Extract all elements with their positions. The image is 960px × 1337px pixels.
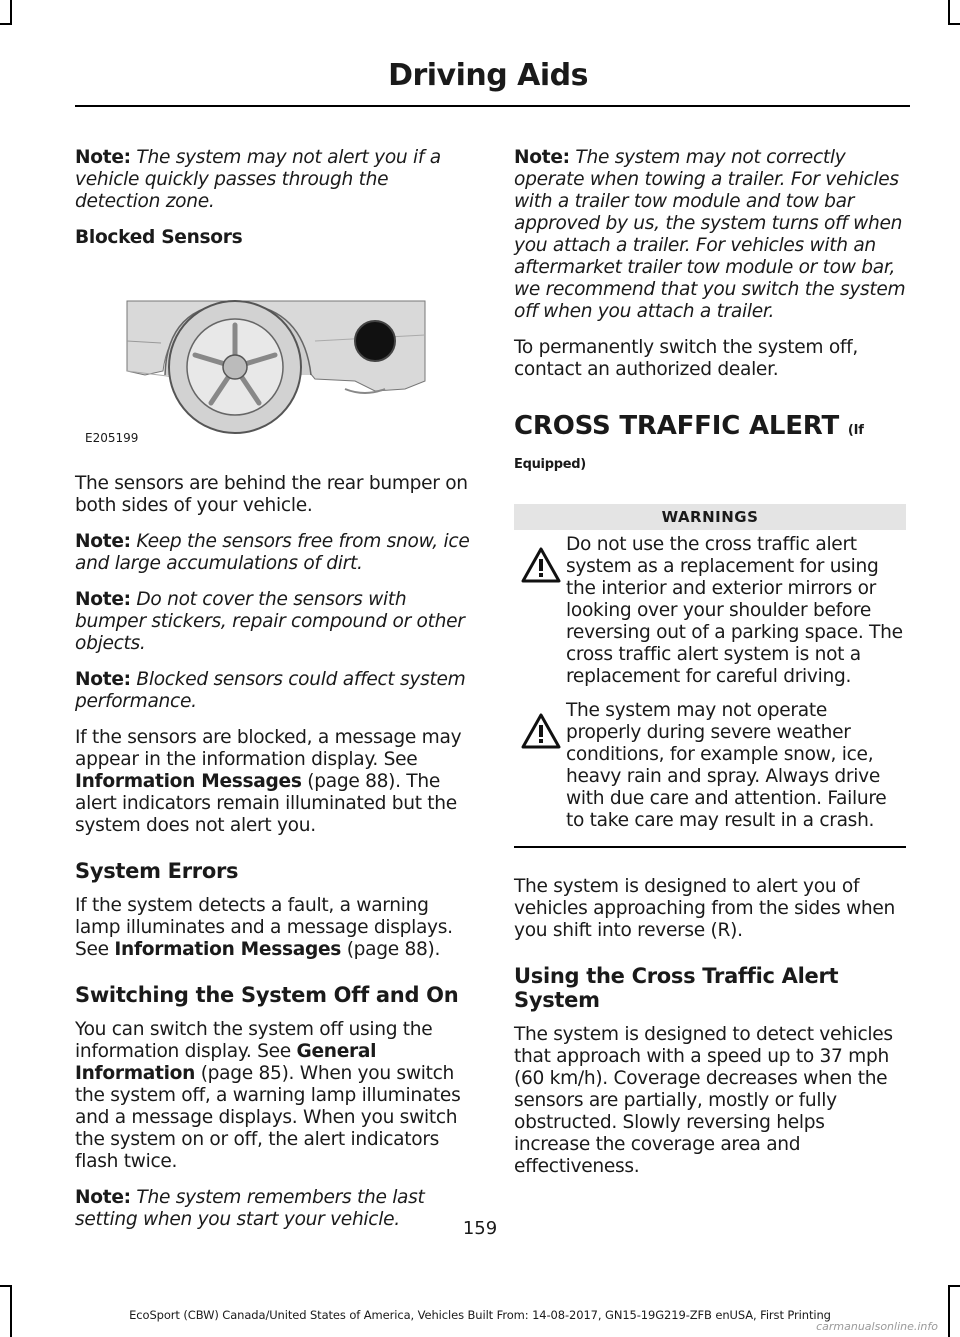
left-column	[75, 147, 475, 1245]
section-title: CROSS TRAFFIC ALERT	[514, 411, 839, 441]
note-text: The system may not alert you if a vehicle quickly passes through the detection zone.	[75, 147, 441, 212]
note-text: Do not cover the sensors with bumper stickers, repair compound or other objects.	[75, 589, 465, 654]
text-span: If the sensors are blocked, a message may appear in the information display. See	[75, 727, 462, 770]
text-span: (page 88). The alert indicators remain illuminated but the system does not alert you.	[75, 771, 457, 836]
blocked-sensors-paragraph	[75, 727, 475, 837]
rear-bumper-illustration	[75, 271, 475, 451]
warnings-end-rule	[514, 846, 906, 848]
crop-mark-top-right-h	[948, 23, 960, 25]
header-rule	[75, 105, 910, 107]
watermark: carmanualsonline.info	[816, 1320, 938, 1333]
cross-traffic-alert-heading	[514, 411, 906, 446]
note-label: Note:	[75, 589, 131, 610]
chapter-title: Driving Aids	[388, 58, 588, 93]
permanent-switch-off-paragraph: To permanently switch the system off, contact an authorized dealer.	[514, 337, 859, 380]
note-do-not-cover	[75, 589, 475, 655]
bumper-sensor-figure	[75, 271, 475, 451]
note-text: The system remembers the last setting when you start your vehicle.	[75, 1187, 425, 1230]
page-number: 159	[462, 1218, 498, 1239]
warnings-header: WARNINGS	[514, 504, 906, 530]
note-label: Note:	[514, 147, 570, 168]
note-towing-trailer	[514, 147, 906, 323]
crop-mark-top-left-h	[0, 23, 12, 25]
using-paragraph: The system is designed to detect vehicles that approach with a speed up to 37 mph (60 km/h). Coverage decreases when the sensors are partially, mostly or fully obstructed. Slowly reversing helps increase the coverage area and effectiveness.	[514, 1024, 893, 1177]
crop-mark-top-right-v	[948, 0, 950, 25]
warning-item	[514, 534, 906, 688]
note-label: Note:	[75, 1187, 131, 1208]
blocked-sensors-heading: Blocked Sensors	[75, 227, 243, 248]
sensors-location-paragraph: The sensors are behind the rear bumper on both sides of your vehicle.	[75, 473, 468, 516]
information-messages-link[interactable]: Information Messages	[114, 939, 342, 960]
note-detection-zone	[75, 147, 475, 213]
note-blocked-performance	[75, 669, 475, 713]
text-span: If the system detects a fault, a warning lamp illuminates and a message displays. See	[75, 895, 453, 960]
warning-text: The system may not operate properly during severe weather conditions, for example snow, ice, heavy rain and spray. Always drive with due care and attention. Failure to take care may result in a crash.	[566, 700, 887, 831]
note-label: Note:	[75, 147, 131, 168]
right-column	[514, 147, 906, 1192]
warning-triangle-icon	[520, 712, 562, 750]
warning-item	[514, 700, 906, 832]
warning-text: Do not use the cross traffic alert system as a replacement for using the interior and exterior mirrors or looking over your shoulder before reversing out of a parking space. The cross traffic alert system is not a replacement for careful driving.	[566, 534, 903, 687]
switching-paragraph	[75, 1019, 475, 1173]
warning-triangle-icon	[520, 546, 562, 584]
note-text: The system may not correctly operate when towing a trailer. For vehicles with a trailer tow module and tow bar approved by us, the system turns off when you attach a trailer. For vehicles with an aftermarket trailer tow module or tow bar, we recommend that you switch the system off when you attach a trailer.	[514, 147, 906, 322]
text-span: (page 85). When you switch the system off, a warning lamp illuminates and a message displays. When you switch the system on or off, the alert indicators flash twice.	[75, 1063, 461, 1172]
text-span: You can switch the system off using the information display. See	[75, 1019, 433, 1062]
crop-mark-bottom-left-h	[0, 1285, 12, 1287]
crop-mark-top-left-v	[10, 0, 12, 25]
design-paragraph: The system is designed to alert you of vehicles approaching from the sides when you shift into reverse (R).	[514, 876, 896, 941]
note-keep-free	[75, 531, 475, 575]
note-label: Note:	[75, 531, 131, 552]
figure-code: E205199	[85, 431, 139, 445]
equipped-suffix: Equipped)	[514, 457, 586, 472]
note-label: Note:	[75, 669, 131, 690]
crop-mark-bottom-right-h	[948, 1285, 960, 1287]
note-text: Keep the sensors free from snow, ice and large accumulations of dirt.	[75, 531, 470, 574]
if-equipped-prefix: (If	[847, 423, 864, 438]
system-errors-heading: System Errors	[75, 859, 239, 883]
footer-text: EcoSport (CBW) Canada/United States of America, Vehicles Built From: 14-08-2017, GN15-19G219-ZFB enUSA, First Printing	[129, 1308, 831, 1322]
general-information-link[interactable]: General Information	[75, 1041, 377, 1084]
using-cross-traffic-heading: Using the Cross Traffic Alert System	[514, 964, 839, 1012]
switching-heading: Switching the System Off and On	[75, 983, 459, 1007]
note-text: Blocked sensors could affect system performance.	[75, 669, 466, 712]
system-errors-paragraph	[75, 895, 475, 961]
information-messages-link[interactable]: Information Messages	[75, 771, 302, 792]
text-span: (page 88).	[346, 939, 441, 960]
